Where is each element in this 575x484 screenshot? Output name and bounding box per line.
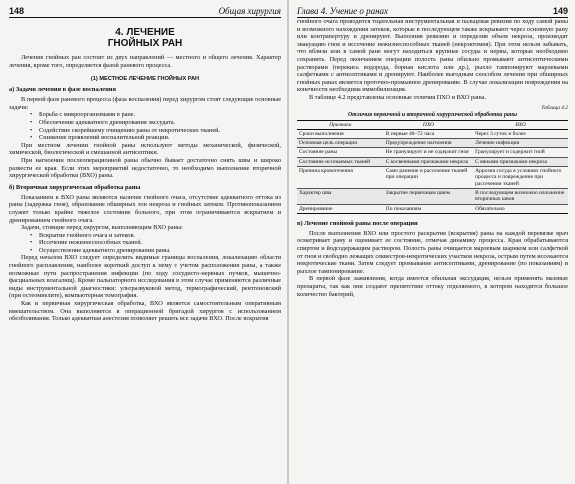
- table-cell: С косвенными признаками некроза: [384, 157, 473, 166]
- table-row: [297, 167, 568, 189]
- table-row: [297, 148, 568, 157]
- table-header-row: [297, 120, 568, 129]
- table-row: [297, 139, 568, 148]
- comparison-table: [297, 120, 568, 214]
- paragraph: В первой фазе заживления, когда имеется обильная экссудация, нельзя применять мазевые препараты, так как они создают препятствие оттоку отделяемого, в котором находится большое количество бактерий,: [297, 275, 568, 298]
- paragraph: Задачи, стоящие перед хирургом, выполняющим ВХО раны:: [21, 224, 183, 232]
- chapter-title-line-2: ГНОЙНЫХ РАН: [107, 38, 183, 49]
- table-header-cell: ВХО: [473, 120, 568, 129]
- task-list: [9, 111, 281, 141]
- subheading-a: а) Задачи лечения в фазе воспаления: [9, 86, 116, 94]
- page-number-left: 148: [9, 6, 25, 16]
- list-item: • Борьба с микроорганизмами в ране.: [39, 111, 281, 119]
- list-item: • Снижение проявлений воспалительной реакции.: [39, 134, 281, 142]
- chapter-title-line-1: 4. ЛЕЧЕНИЕ: [115, 27, 175, 38]
- table-row: [297, 188, 568, 204]
- table-cell: Дренирование: [297, 204, 384, 213]
- paragraph: Показанием к ВХО раны являются наличие гнойного очага, отсутствие адекватного оттока из раны (задержка гноя), образование обширных зон некроза и гнойных затеков. Противопоказанием служит только крайне тяжелое состояние больного, при этом ограничиваются вскрытием и дренированием гнойного очага.: [9, 193, 281, 224]
- table-title: Отличия первичной и вторичной хирургической обработки раны: [347, 111, 518, 118]
- list-item: • Обеспечение адекватного дренирования экссудата.: [39, 119, 281, 127]
- table-row: [297, 129, 568, 138]
- paragraph: При местном лечении гнойной раны используют методы механической, физической, химической, биологической и смешанной антисептики.: [9, 141, 281, 157]
- table-row: [297, 204, 568, 213]
- table-number: Таблица 4.2: [541, 104, 568, 111]
- paragraph: Перед началом ВХО следует определить видимые границы воспаления, локализацию области гнойного расплавления, наиболее короткий доступ к нему с учетом расположения раны, а также возможные пути распространения инфекции (по ходу сосудисто-нервных пучков, мышечно-фасциальных влагалищ). Кроме пальпаторного исследования в этом случае применяются различные виды инструментальной диагностики: ультразвуковой метод, термографический, рентгеновский (при остеомиелите), компьютерная томография.: [9, 254, 281, 300]
- table-cell: Сроки выполнения: [297, 129, 384, 138]
- table-cell: Через 3 суток и более: [473, 129, 568, 138]
- table-cell: Аррозия сосуда в условиях гнойного процесса и повреждение при рассечении тканей: [473, 167, 568, 189]
- table-cell: По показаниям: [384, 204, 473, 213]
- list-item: • Иссечение нежизнеспособных тканей.: [39, 239, 281, 247]
- table-cell: Характер шва: [297, 188, 384, 204]
- table-cell: Основная цель операции: [297, 139, 384, 148]
- table-cell: Обязательно: [473, 204, 568, 213]
- table-cell: Не гранулирует и не содержит гноя: [384, 148, 473, 157]
- table-cell: Причина кровотечения: [297, 167, 384, 189]
- page-number-right: 149: [552, 6, 568, 16]
- table-cell: Само ранение и рассечение тканей при операции: [384, 167, 473, 189]
- paragraph: Как и первичная хирургическая обработка, ВХО является самостоятельным оперативным вмешательством. Она выполняется в операционной бригадой хирургов с использованием обезболивания. Только адекватная анестезия позволяет решить все задачи ВХО. После вскрытия: [9, 300, 281, 323]
- subheading-v: в) Лечение гнойной раны после операции: [297, 219, 418, 227]
- table-cell: Лечение инфекции: [473, 139, 568, 148]
- running-title-right: Глава 4. Учение о ранах: [297, 6, 389, 16]
- right-page: [289, 0, 575, 484]
- list-item: • Содействие скорейшему очищению раны от некротических тканей.: [39, 127, 281, 135]
- table-cell: В первые 48–72 часа: [384, 129, 473, 138]
- table-row: [297, 157, 568, 166]
- table-cell: Закрытие первичным швом: [384, 188, 473, 204]
- list-item: • Осуществление адекватного дренирования раны.: [39, 247, 281, 255]
- table-cell: Гранулирует и содержит гной: [473, 148, 568, 157]
- paragraph-a: В первой фазе раневого процесса (фаза воспаления) перед хирургом стоят следующие основные задачи:: [9, 96, 281, 111]
- table-header-cell: ПХО: [384, 120, 473, 129]
- section-heading-local: (1) МЕСТНОЕ ЛЕЧЕНИЕ ГНОЙНЫХ РАН: [90, 76, 200, 83]
- paragraph: В таблице 4.2 представлены основные отличия ПХО и ВХО раны.: [309, 93, 487, 101]
- running-title-left: Общая хирургия: [218, 6, 281, 16]
- table-cell: Предупреждение нагноения: [384, 139, 473, 148]
- list-item: • Вскрытие гнойного очага и затеков.: [39, 232, 281, 240]
- intro-paragraph: Лечение гнойных ран состоит из двух направлений — местного и общего лечения. Характер лечения, кроме того, определяется фазой раневого процесса.: [9, 54, 281, 69]
- running-head-right: [297, 3, 568, 18]
- subheading-b: б) Вторичная хирургическая обработка раны: [9, 183, 141, 191]
- table-cell: Состояние раны: [297, 148, 384, 157]
- table-cell: С явными признаками некроза: [473, 157, 568, 166]
- paragraph: При нагноении послеоперационной раны обычно бывает достаточно снять швы и широко развести ее края. Если этих мероприятий недостаточно, то необходимо выполнение вторичной хирургической обработки (ВХО) раны.: [9, 156, 281, 180]
- table-header-cell: Признаки: [297, 120, 384, 129]
- vho-task-list: [9, 232, 281, 255]
- table-cell: Состояние иссекаемых тканей: [297, 157, 384, 166]
- chapter-title: [9, 27, 281, 49]
- paragraph: гнойного очага проводится тщательная инструментальная и пальцевая ревизия по ходу самой раны и возможного нахождения затеков, которые в последующем также вскрывают через основную рану или контрапертуру и дренируют. Выполнив ревизию и определив объем некроза, производят эвакуацию гноя и иссечение нежизнеспособных тканей (некрэктомия). При этом нельзя забывать, что вблизи или в самой ране могут находиться крупные сосуды и нервы, которые необходимо сохранить. Перед окончанием операции полость раны обильно промывают антисептическими растворами (перекись водорода, борная кислота или др.), рыхло тампонируют марлевыми салфетками с антисептиками и дренируют. Наиболее выгодным способом лечения при обширных гнойных ранах является проточно-промывное дренирование. В случае локализации повреждения на конечности необходима иммобилизация.: [297, 18, 568, 94]
- paragraph: После выполнения ВХО или простого раскрытия (вскрытия) раны на каждой перевязке врач осматривает рану и оценивает ее состояние, отмечая динамику процесса. Края обрабатываются спиртом и йодсодержащим раствором. Полость раны очищается марлевым шариком или салфеткой от гноя и свободно лежащих секвестров-некротических участков некроза, острым путем иссекаются некротические ткани. Затем следует промывание антисептиками, дренирование (по показаниям) и рыхлое тампонирование.: [297, 229, 568, 275]
- running-head-left: [9, 3, 281, 18]
- table-cell: В последующем возможно наложение вторичных швов: [473, 188, 568, 204]
